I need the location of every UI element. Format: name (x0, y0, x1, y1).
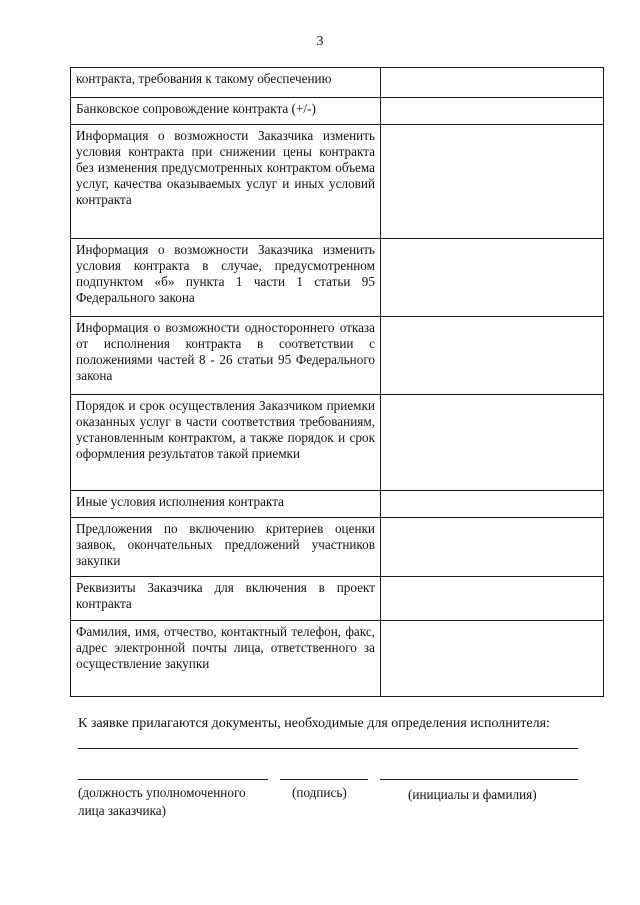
table-row (71, 239, 604, 317)
row-label: контракта, требования к такому обеспечению (71, 68, 381, 98)
row-value-cell[interactable] (381, 577, 604, 621)
row-label: Реквизиты Заказчика для включения в проект контракта (71, 577, 381, 621)
attachments-fill-line[interactable] (78, 748, 578, 749)
row-label: Предложения по включению критериев оценки заявок, окончательных предложений участников закупки (71, 518, 381, 577)
page-number: 3 (316, 34, 324, 49)
row-label: Информация о возможности Заказчика изменить условия контракта в случае, предусмотренном подпунктом «б» пункта 1 части 1 статьи 95 Федерального закона (71, 239, 381, 317)
table-row (71, 98, 604, 125)
table-row (71, 577, 604, 621)
signature-line[interactable] (280, 779, 368, 780)
position-signature-line[interactable] (78, 779, 268, 780)
contract-info-table (70, 67, 604, 697)
table-row (71, 125, 604, 239)
row-value-cell[interactable] (381, 491, 604, 518)
table-row (71, 68, 604, 98)
row-label: Фамилия, имя, отчество, контактный телефон, факс, адрес электронной почты лица, ответственного за осуществление закупки (71, 621, 381, 697)
row-label: Порядок и срок осуществления Заказчиком приемки оказанных услуг в части соответствия требованиям, установленным контрактом, а также порядок и срок оформления результатов такой приемки (71, 395, 381, 491)
row-value-cell[interactable] (381, 239, 604, 317)
table-row (71, 621, 604, 697)
table-row (71, 395, 604, 491)
row-label: Банковское сопровождение контракта (+/-) (71, 98, 381, 125)
row-label: Иные условия исполнения контракта (71, 491, 381, 518)
name-label: (инициалы и фамилия) (408, 787, 537, 802)
row-label: Информация о возможности одностороннего отказа от исполнения контракта в соответствии с положениями частей 8 - 26 статьи 95 Федерального закона (71, 317, 381, 395)
table-row (71, 491, 604, 518)
row-value-cell[interactable] (381, 68, 604, 98)
signature-label: (подпись) (292, 785, 347, 800)
table-row (71, 518, 604, 577)
table-row (71, 317, 604, 395)
row-value-cell[interactable] (381, 395, 604, 491)
row-label: Информация о возможности Заказчика изменить условия контракта при снижении цены контракта без изменения предусмотренных контрактом объема услуг, качества оказываемых услуг и иных условий контракта (71, 125, 381, 239)
row-value-cell[interactable] (381, 125, 604, 239)
position-label: (должность уполномоченного лица заказчика) (78, 785, 246, 818)
attachments-text: К заявке прилагаются документы, необходимые для определения исполнителя: (78, 716, 550, 731)
row-value-cell[interactable] (381, 98, 604, 125)
row-value-cell[interactable] (381, 518, 604, 577)
name-signature-line[interactable] (380, 779, 578, 780)
row-value-cell[interactable] (381, 621, 604, 697)
row-value-cell[interactable] (381, 317, 604, 395)
